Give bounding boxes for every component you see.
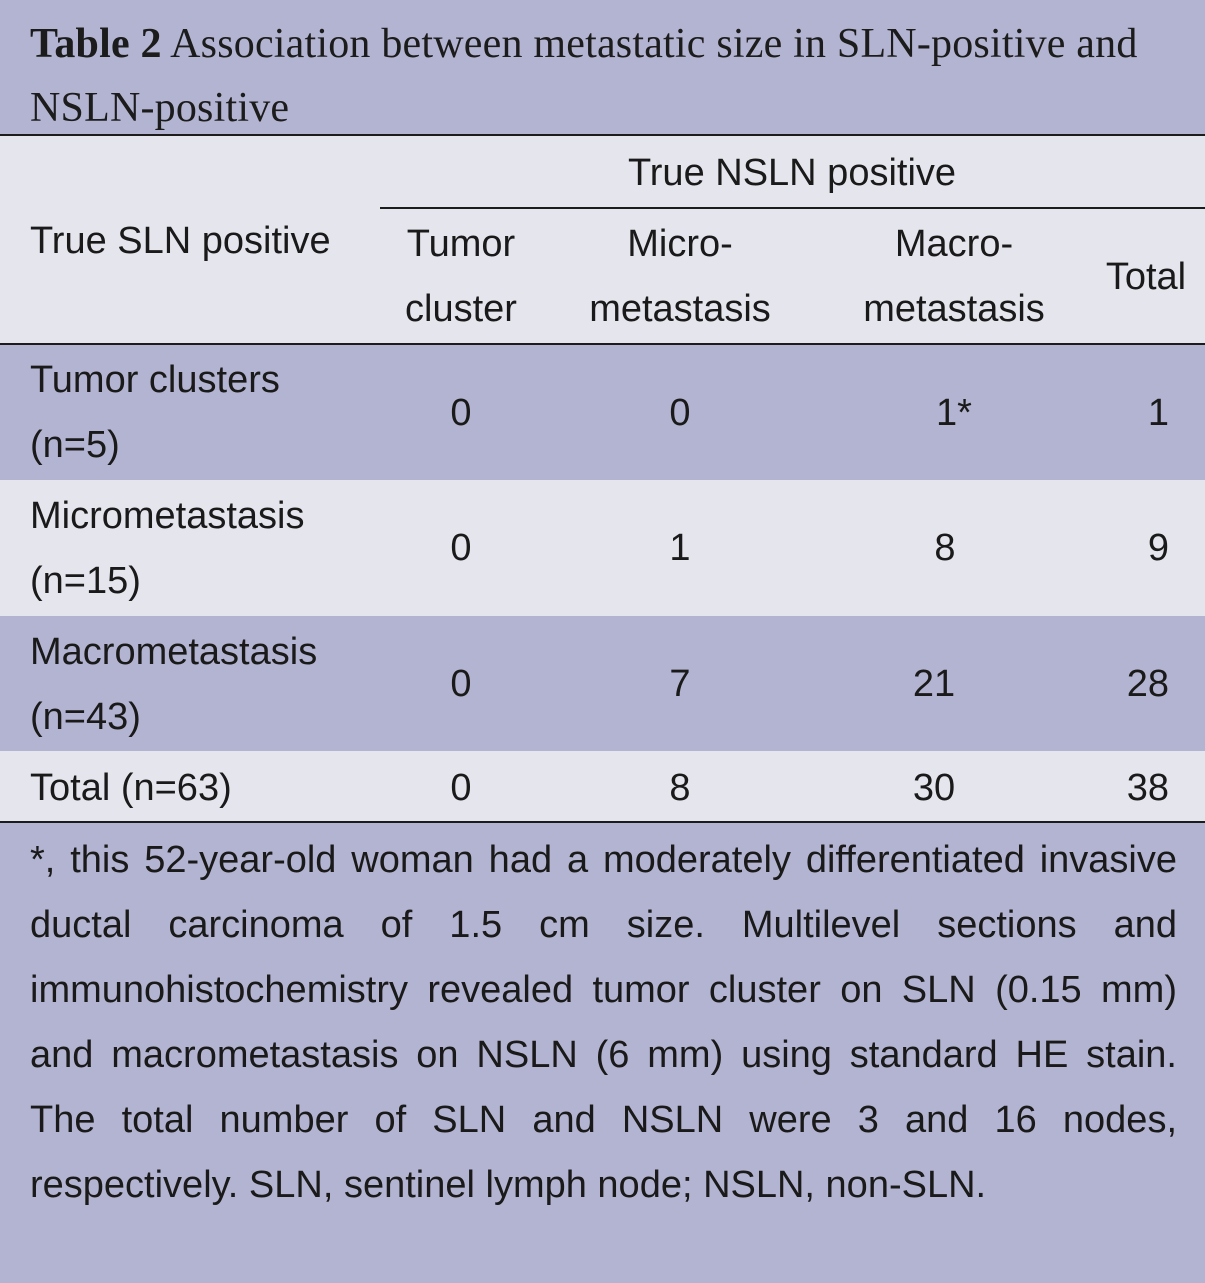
row-label: Total (n=63): [30, 767, 232, 809]
cell-tumor: 0: [450, 392, 472, 434]
cell-total: 28: [1126, 663, 1169, 705]
col-header-tumor-line1: Tumor: [406, 223, 516, 265]
table-label: Table 2: [30, 21, 162, 67]
bottom-rule: [0, 821, 1205, 823]
cell-tumor: 0: [450, 767, 472, 809]
col-header-total: Total: [1105, 256, 1187, 298]
top-rule: [0, 134, 1205, 136]
col-header-macro-line1: Macro-: [894, 223, 1014, 265]
row-label-count: (n=5): [30, 424, 120, 466]
col-header-macro-line2: metastasis: [863, 288, 1045, 330]
cell-micro: 8: [669, 767, 691, 809]
table-footnote: *, this 52-year-old woman had a moderately differentiated invasive ductal carcinoma of 1.5 cm size. Multilevel sections and immunohistochemistry revealed tumor cluster on SLN (0.15 mm) and macrometastasis on NSLN (6 mm) using standard HE stain. The total number of SLN and NSLN were 3 and 16 nodes, respectively. SLN, sentinel lymph node; NSLN, non-SLN.: [30, 839, 1177, 1206]
table-caption: [30, 12, 1180, 140]
group-header: True NSLN positive: [627, 152, 957, 194]
cell-tumor: 0: [450, 527, 472, 569]
cell-macro: 21: [912, 663, 956, 705]
group-rule: [380, 207, 1205, 209]
col-header-micro-line1: Micro-: [627, 223, 733, 265]
row-label-count: (n=43): [30, 696, 141, 738]
table-title: Association between metastatic size in SLN-positive and NSLN-positive: [30, 21, 1138, 131]
row-header: True SLN positive: [30, 220, 331, 262]
cell-total: 38: [1126, 767, 1169, 809]
col-header-micro-line2: metastasis: [589, 288, 771, 330]
cell-tumor: 0: [450, 663, 472, 705]
row-label-count: (n=15): [30, 560, 141, 602]
col-header-tumor-line2: cluster: [405, 288, 517, 330]
cell-macro: 8: [934, 527, 956, 569]
cell-macro: 30: [912, 767, 956, 809]
cell-total: 9: [1147, 527, 1169, 569]
cell-macro: 1*: [936, 392, 972, 434]
cell-total: 1: [1147, 392, 1169, 434]
cell-micro: 0: [669, 392, 691, 434]
row-label: Micrometastasis: [30, 495, 305, 537]
row-label: Macrometastasis: [30, 631, 318, 673]
row-label: Tumor clusters: [30, 359, 280, 401]
cell-micro: 1: [669, 527, 691, 569]
cell-micro: 7: [669, 663, 691, 705]
